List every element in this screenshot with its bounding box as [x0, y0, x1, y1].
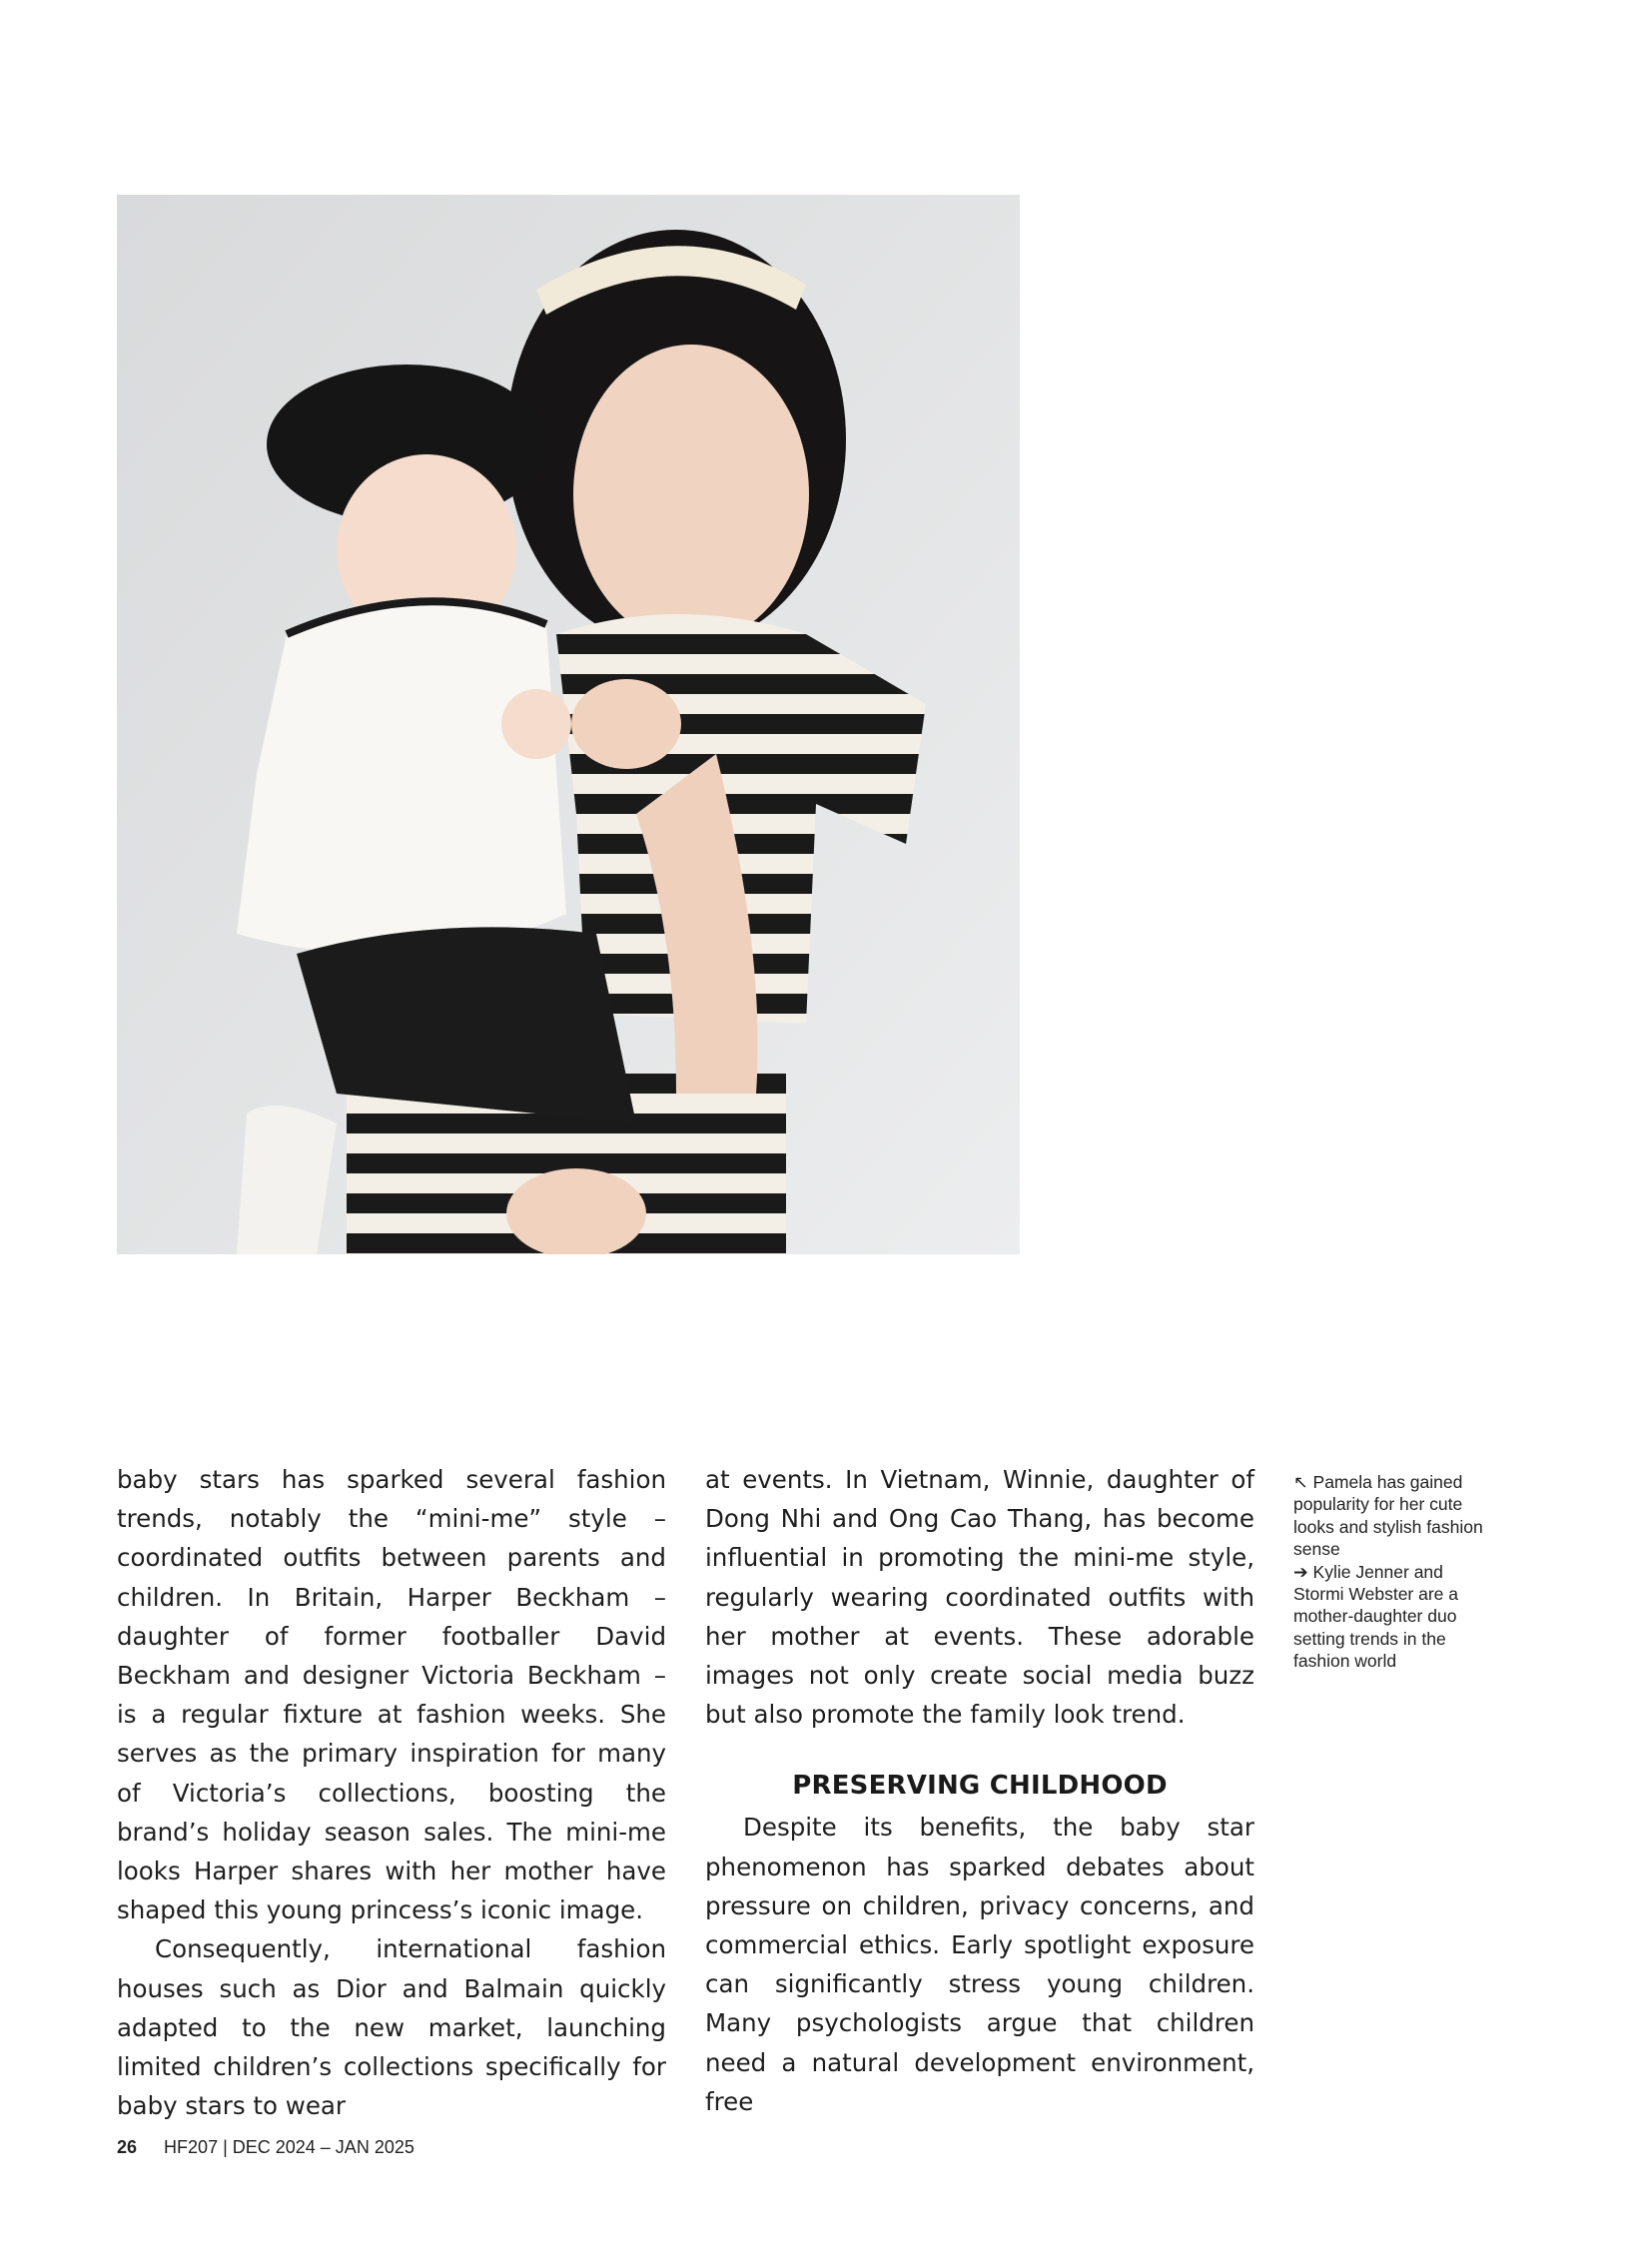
issue-label: HF207 | DEC 2024 – JAN 2025: [164, 2137, 414, 2157]
page-footer: [117, 2135, 414, 2159]
body-paragraph: Despite its benefits, the baby star phenomenon has sparked debates about pressure on children, privacy concerns, and commercial ethics. Early spotlight exposure can significantly stress young children. Many psychologists argue that children need a natural development environment, free: [705, 1813, 1254, 2116]
article-column-left: [117, 1460, 666, 2125]
article-column-right: [705, 1460, 1254, 2121]
section-heading: PRESERVING CHILDHOOD: [792, 1771, 1168, 1802]
body-paragraph: baby stars has sparked several fashion trends, notably the “mini-me” style – coordinated outfits between parents and children. In Britain, Harper Beckham – daughter of former footballer David Beckham and designer Victoria Beckham – is a regular fixture at fashion weeks. She serves as the primary inspiration for many of Victoria’s collections, boosting the brand’s holiday season sales. The mini-me looks Harper shares with her mother have shaped this young princess’s iconic image.: [117, 1465, 666, 1925]
caption-line: ↖ Pamela has gained popularity for her cute looks and stylish fashion sense: [1293, 1472, 1483, 1560]
page-number: 26: [117, 2137, 138, 2157]
body-paragraph: at events. In Vietnam, Winnie, daughter of Dong Nhi and Ong Cao Thang, has become influential in promoting the mini-me style, regularly wearing coordinated outfits with her mother at events. These adorable images not only create social media buzz but also promote the family look trend.: [705, 1465, 1254, 1730]
photo-caption: [1293, 1471, 1493, 1673]
photo-mother-and-baby-icon: [117, 195, 1020, 1254]
feature-photo: [117, 195, 1020, 1254]
body-paragraph: Consequently, international fashion houses such as Dior and Balmain quickly adapted to the new market, launching limited children’s collections specifically for baby stars to wear: [117, 1934, 666, 2121]
caption-line: ➔ Kylie Jenner and Stormi Webster are a mother-daughter duo setting trends in the fashion world: [1293, 1561, 1459, 1672]
